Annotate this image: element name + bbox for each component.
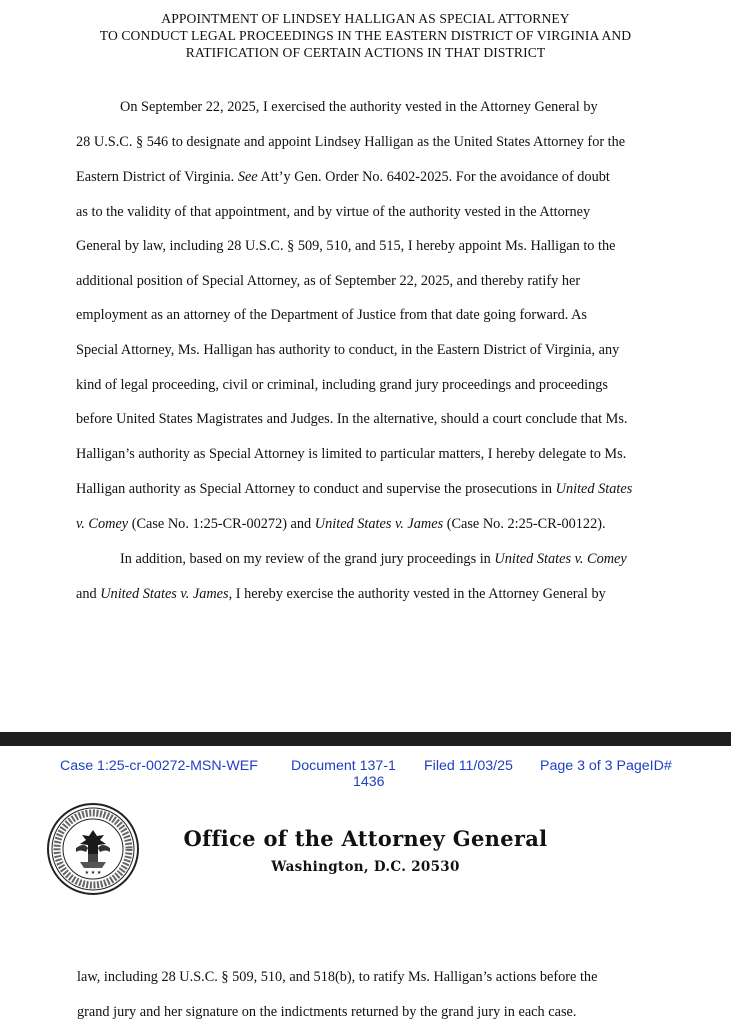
case-name: United States v. Comey [494,551,627,567]
body-line [76,168,610,186]
body-line [76,515,606,533]
body-line: 28 U.S.C. § 546 to designate and appoint Lindsey Halligan as the United States Attorney for the [76,134,626,150]
body-line: grand jury and her signature on the indictments returned by the grand jury in each case. [77,1004,577,1020]
document-page-3 [0,746,731,1024]
stamp-page: Page 3 of 3 PageID# [540,758,672,774]
body-line: Halligan’s authority as Special Attorney is limited to particular matters, I hereby delegate to Ms. [76,446,627,462]
body-line [76,480,632,498]
body-line: Special Attorney, Ms. Halligan has authority to conduct, in the Eastern District of Virginia, any [76,342,620,358]
body-line: General by law, including 28 U.S.C. § 509, 510, and 515, I hereby appoint Ms. Halligan to the [76,238,616,254]
text-run: , I hereby exercise the authority vested in the Attorney General by [228,586,606,602]
text-run: and [76,586,101,602]
body-line: law, including 28 U.S.C. § 509, 510, and 518(b), to ratify Ms. Halligan’s actions before the [77,969,598,985]
body-line: as to the validity of that appointment, and by virtue of the authority vested in the Attorney [76,204,591,220]
stamp-pageid: 1436 [353,774,385,790]
title-line: APPOINTMENT OF LINDSEY HALLIGAN AS SPECIAL ATTORNEY [161,11,570,26]
text-run: Eastern District of Virginia. [76,169,238,185]
text-run: In addition, based on my review of the grand jury proceedings in [120,551,495,567]
body-line [120,550,627,568]
case-name: United States v. James [100,586,229,602]
body-line [76,585,606,603]
page-separator [0,732,731,746]
title-line: RATIFICATION OF CERTAIN ACTIONS IN THAT DISTRICT [185,45,546,60]
body-line: employment as an attorney of the Department of Justice from that date going forward. As [76,307,587,323]
body-line: kind of legal proceeding, civil or criminal, including grand jury proceedings and proceedings [76,377,609,393]
text-run: (Case No. 1:25-CR-00272) and [128,516,315,532]
stamp-case-number: Case 1:25-cr-00272-MSN-WEF [60,758,258,774]
body-line: additional position of Special Attorney, as of September 22, 2025, and thereby ratify her [76,273,581,289]
stamp-filed-date: Filed 11/03/25 [424,758,513,774]
text-run: (Case No. 2:25-CR-00122). [443,516,606,532]
text-run: Halligan authority as Special Attorney to conduct and supervise the prosecutions in [76,481,556,497]
ecf-filing-stamp [0,758,731,798]
document-title [0,10,731,61]
body-line: On September 22, 2025, I exercised the authority vested in the Attorney General by [120,99,598,115]
signal-see: See [237,169,258,185]
letterhead-address: Washington, D.C. 20530 [271,859,460,875]
case-name: United States [555,481,633,497]
title-line: TO CONDUCT LEGAL PROCEEDINGS IN THE EASTERN DISTRICT OF VIRGINIA AND [99,28,632,43]
text-run: Att’y Gen. Order No. 6402-2025. For the avoidance of doubt [257,169,610,185]
letterhead-office: Office of the Attorney General [183,826,548,851]
case-name: v. Comey [76,516,129,532]
body-line: before United States Magistrates and Judges. In the alternative, should a court conclude that Ms. [76,411,628,427]
svg-text:★ ★ ★: ★ ★ ★ [84,870,102,876]
stamp-document: Document 137-1 [291,758,396,774]
case-name: United States v. James [314,516,444,532]
